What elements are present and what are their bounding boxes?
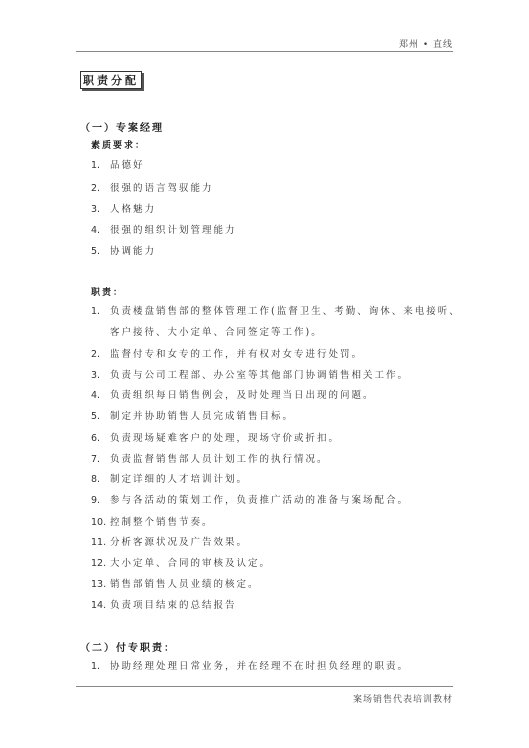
duty-item bbox=[91, 492, 409, 506]
requirement-item bbox=[91, 157, 145, 171]
duty-item bbox=[91, 534, 248, 548]
duties-label: 职责： bbox=[91, 288, 125, 298]
item-number: 7. bbox=[91, 454, 101, 465]
item-number: 12. bbox=[91, 558, 107, 569]
item-text: 负责组织每日销售例会，及时处理当日出现的问题。 bbox=[110, 390, 375, 401]
item-text: 协调能力 bbox=[110, 246, 157, 257]
item-number: 6. bbox=[91, 433, 101, 444]
item-text: 大小定单、合同的审核及认定。 bbox=[110, 558, 272, 569]
item-number: 2. bbox=[91, 349, 101, 360]
item-text: 负责与公司工程部、办公室等其他部门协调销售相关工作。 bbox=[110, 370, 410, 381]
item-number: 4. bbox=[91, 225, 101, 236]
duty-item bbox=[91, 408, 294, 422]
item-number: 4. bbox=[91, 390, 101, 401]
duty-item bbox=[91, 658, 409, 672]
duty-item bbox=[91, 555, 271, 569]
requirement-item bbox=[91, 243, 156, 257]
duty-item bbox=[91, 430, 340, 444]
item-number: 1. bbox=[91, 306, 101, 317]
item-number: 10. bbox=[91, 517, 107, 528]
item-number: 5. bbox=[91, 246, 101, 257]
manager-heading: （一）专案经理 bbox=[80, 123, 164, 134]
item-text: 协助经理处理日常业务，并在经理不在时担负经理的职责。 bbox=[110, 661, 410, 672]
item-number: 8. bbox=[91, 474, 101, 485]
duty-item bbox=[91, 471, 248, 485]
item-text: 负责楼盘销售部的整体管理工作(监督卫生、考勤、询休、来电接听、 bbox=[110, 306, 461, 317]
duty-item-continuation bbox=[110, 324, 323, 338]
section-title-box: 职责分配 bbox=[80, 71, 142, 89]
page-footer-text: 案场销售代表培训教材 bbox=[352, 695, 453, 705]
duty-item bbox=[91, 367, 409, 381]
duty-item bbox=[91, 303, 461, 317]
item-number: 14. bbox=[91, 600, 107, 611]
item-number: 1. bbox=[91, 661, 101, 672]
duty-item bbox=[91, 387, 375, 401]
item-text: 负责监督销售部人员计划工作的执行情况。 bbox=[110, 454, 329, 465]
duty-item bbox=[91, 346, 363, 360]
item-number: 2. bbox=[91, 183, 101, 194]
item-text: 销售部销售人员业绩的核定。 bbox=[110, 579, 260, 590]
duty-item bbox=[91, 451, 329, 465]
deputy-heading: （二）付专职责： bbox=[80, 643, 176, 654]
item-number: 3. bbox=[91, 204, 101, 215]
footer-divider bbox=[76, 686, 453, 687]
requirement-item bbox=[91, 201, 156, 215]
item-text: 制定详细的人才培训计划。 bbox=[110, 474, 249, 485]
item-number: 13. bbox=[91, 579, 107, 590]
item-text: 负责现场疑难客户的处理，现场守价或折扣。 bbox=[110, 433, 341, 444]
item-text: 很强的组织计划管理能力 bbox=[110, 225, 237, 236]
requirement-item bbox=[91, 222, 237, 236]
duty-item bbox=[91, 514, 214, 528]
item-text: 分析客源状况及广告效果。 bbox=[110, 537, 249, 548]
item-number: 3. bbox=[91, 370, 101, 381]
page-header-text: 郑州 • 直线 bbox=[398, 40, 453, 50]
item-number: 9. bbox=[91, 495, 101, 506]
item-text: 很强的语言驾驭能力 bbox=[110, 183, 214, 194]
item-text: 制定并协助销售人员完成销售目标。 bbox=[110, 411, 295, 422]
duty-item bbox=[91, 576, 260, 590]
header-divider bbox=[76, 51, 453, 52]
item-text: 客户接待、大小定单、合同签定等工作)。 bbox=[110, 327, 323, 338]
requirement-item bbox=[91, 180, 214, 194]
item-text: 控制整个销售节奏。 bbox=[110, 517, 214, 528]
item-number: 5. bbox=[91, 411, 101, 422]
item-text: 人格魅力 bbox=[110, 204, 157, 215]
requirements-label: 素质要求： bbox=[91, 141, 147, 151]
item-text: 负责项目结束的总结报告 bbox=[110, 600, 237, 611]
item-number: 1. bbox=[91, 160, 101, 171]
item-number: 11. bbox=[91, 537, 107, 548]
item-text: 品德好 bbox=[110, 160, 145, 171]
item-text: 监督付专和女专的工作，并有权对女专进行处罚。 bbox=[110, 349, 364, 360]
item-text: 参与各活动的策划工作，负责推广活动的准备与案场配合。 bbox=[110, 495, 410, 506]
duty-item bbox=[91, 597, 237, 611]
